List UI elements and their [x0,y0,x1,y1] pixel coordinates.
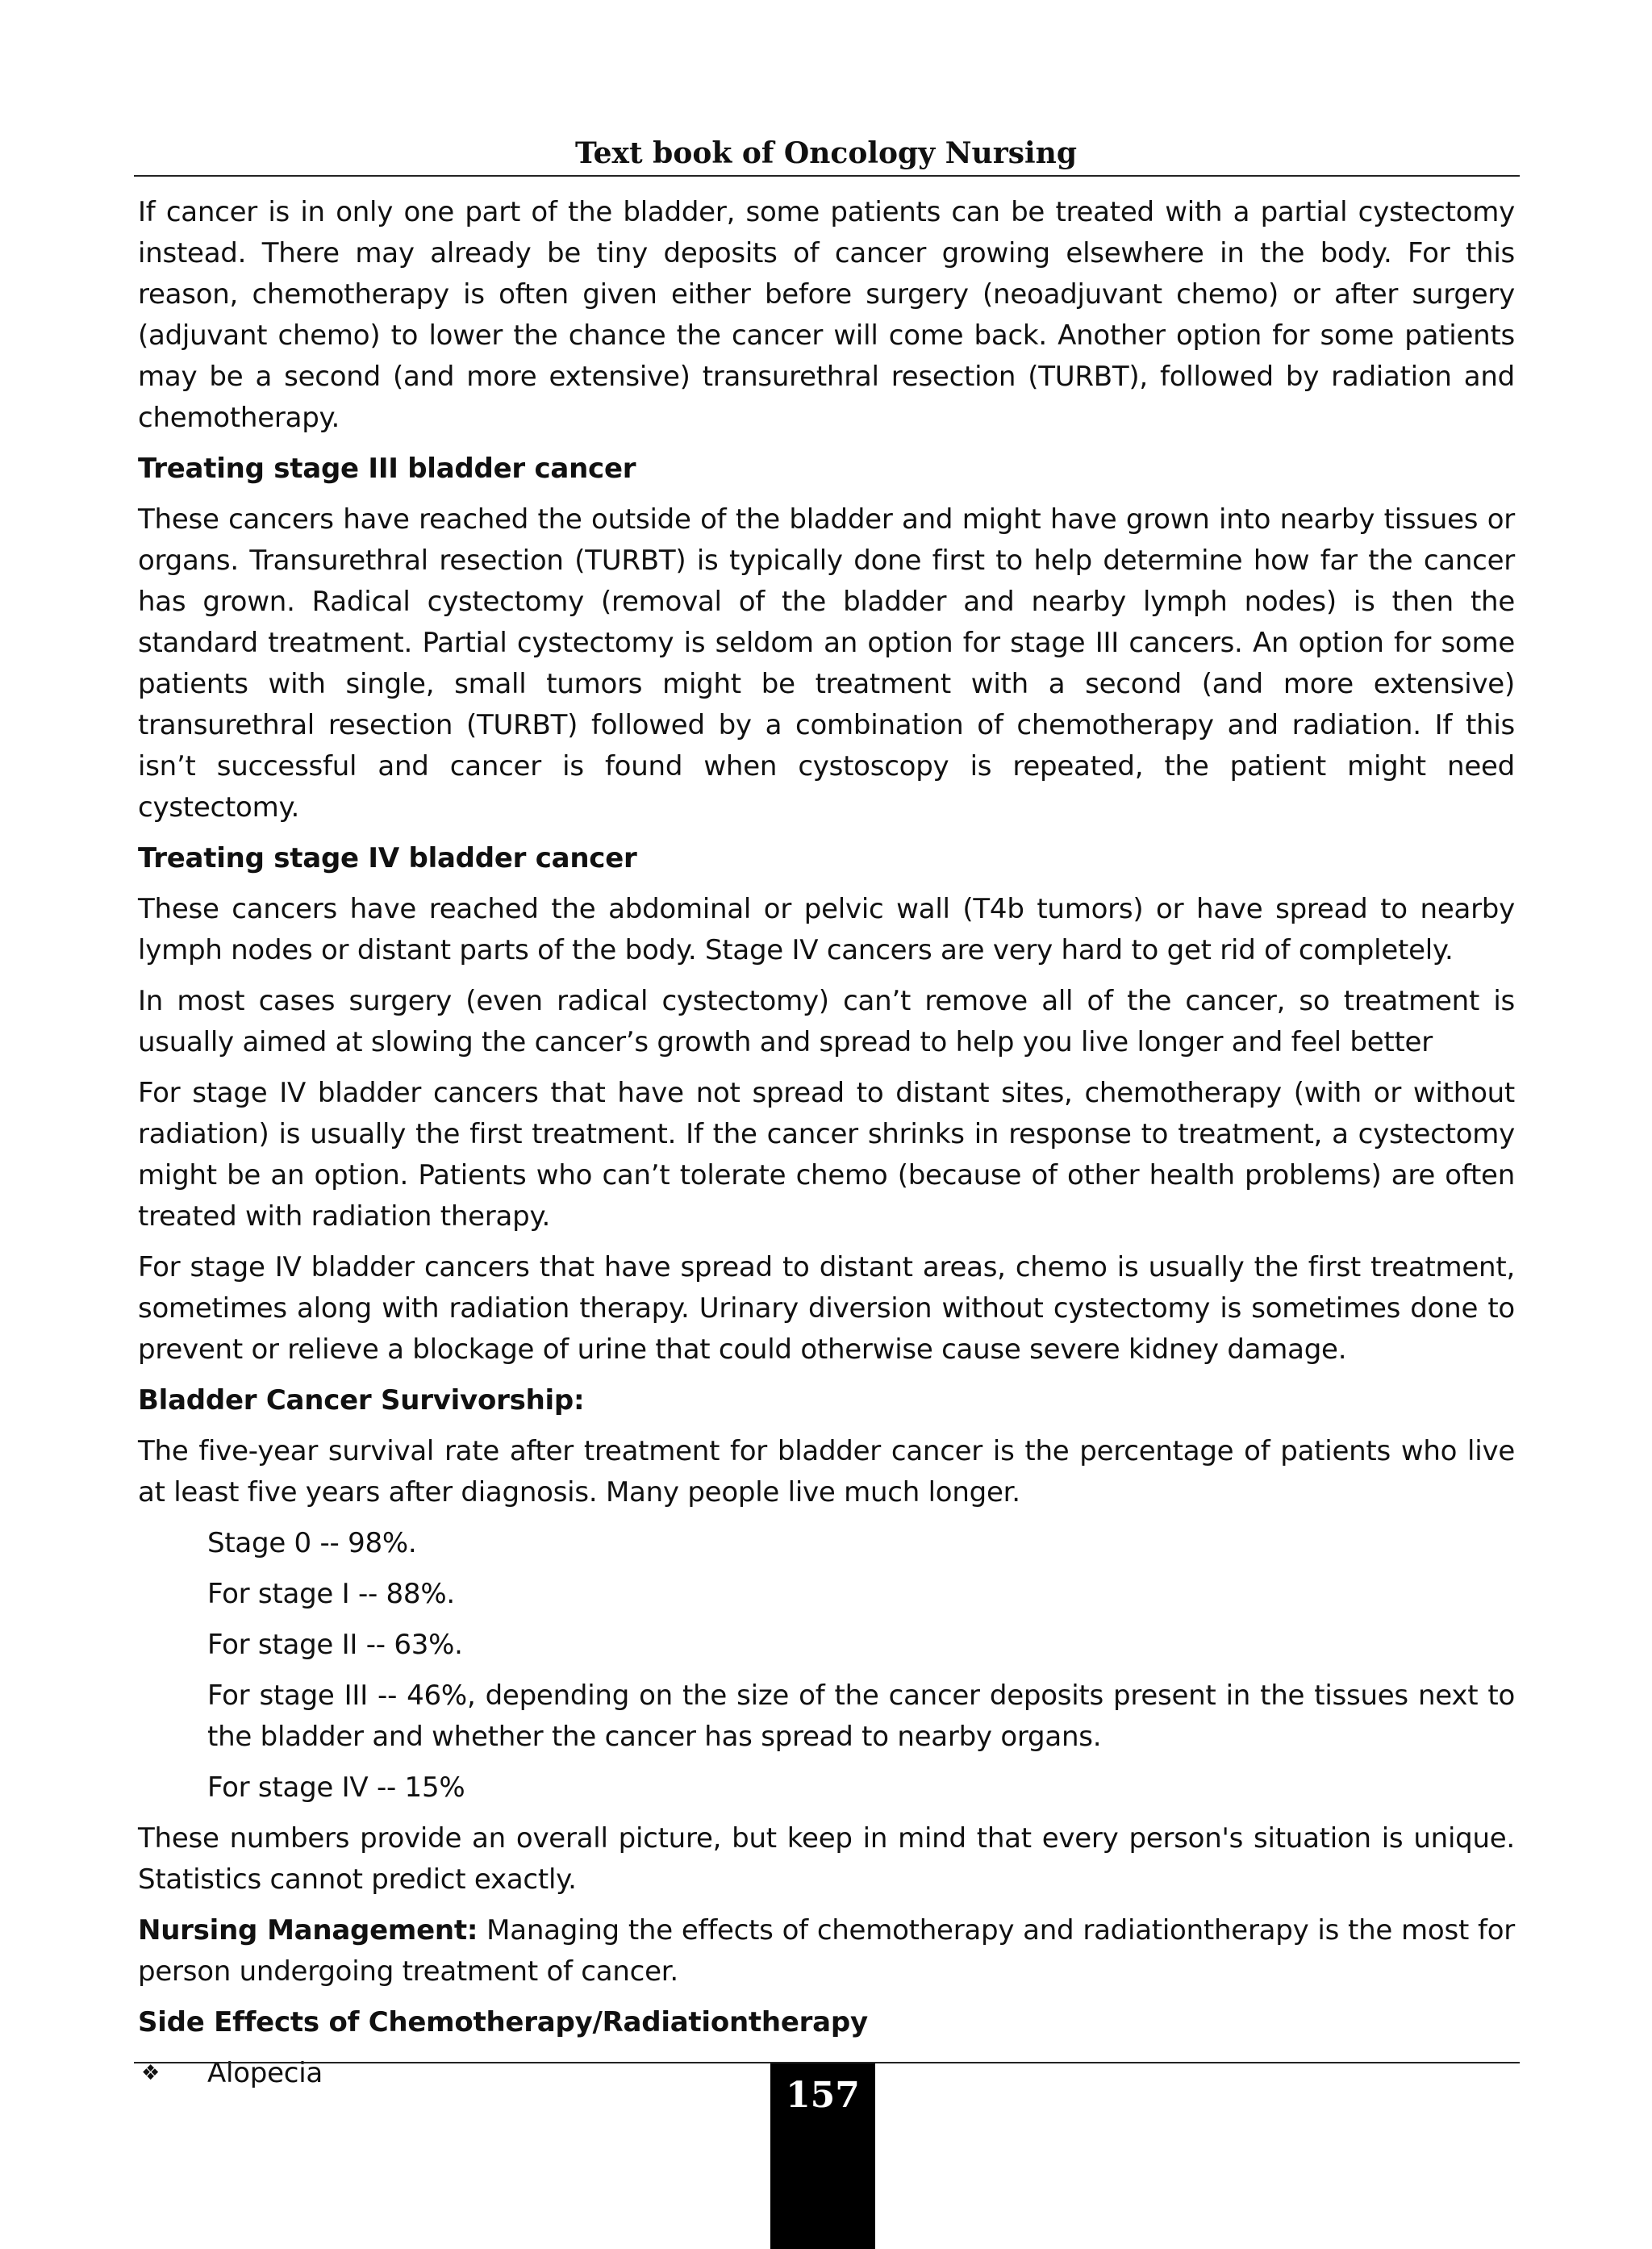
side-effects-heading: Side Effects of Chemotherapy/Radiationtherapy [138,2006,868,2038]
stage-4-paragraph: For stage IV bladder cancers that have not spread to distant sites, chemotherapy (with or without radiation) is usually the first treatment. If the cancer shrinks in response to treatment, a cystectomy might be an option. Patients who can’t tolerate chemo (because of other health problems) are often treated with radiation therapy. [138,1077,1515,1233]
survival-rate-item: For stage I -- 88%. [207,1578,455,1610]
stage-4-paragraph: These cancers have reached the abdominal or pelvic wall (T4b tumors) or have spread to nearby lymph nodes or distant parts of the body. Stage IV cancers are very hard to get rid of completely. [138,893,1515,966]
side-effect-label: Alopecia [207,2057,323,2089]
survival-rate-item: Stage 0 -- 98%. [207,1527,417,1559]
stage-3-heading: Treating stage III bladder cancer [138,453,636,485]
stage-4-paragraph: For stage IV bladder cancers that have spread to distant areas, chemo is usually the first treatment, sometimes along with radiation therapy. Urinary diversion without cystectomy is sometimes done to prevent or relieve a blockage of urine that could otherwise cause severe kidney damage. [138,1251,1515,1366]
nursing-management-label: Nursing Management: [138,1914,478,1946]
survival-rate-list [138,1523,1515,1809]
survival-rate-item: For stage II -- 63%. [207,1629,463,1661]
diamond-bullet-icon: ❖ [141,2061,161,2085]
stage-4-heading: Treating stage IV bladder cancer [138,842,637,874]
running-header-title: Text book of Oncology Nursing [574,136,1077,170]
survivorship-paragraph: The five-year survival rate after treatment for bladder cancer is the percentage of patients who live at least five years after diagnosis. Many people live much longer. [138,1435,1515,1508]
stage-3-paragraph: These cancers have reached the outside of the bladder and might have grown into nearby tissues or organs. Transurethral resection (TURBT) is typically done first to help determine how far the cancer has grown. Radical cystectomy (removal of the bladder and nearby lymph nodes) is then the standard treatment. Partial cystectomy is seldom an option for stage III cancers. An option for some patients with single, small tumors might be treatment with a second (and more extensive) transurethral resection (TURBT) followed by a combination of chemotherapy and radiation. If this isn’t successful and cancer is found when cystoscopy is repeated, the patient might need cystectomy. [138,503,1515,824]
survival-rate-item: For stage III -- 46%, depending on the size of the cancer deposits present in the tissues next to the bladder and whether the cancer has spread to nearby organs. [207,1679,1515,1753]
header-divider [134,175,1520,177]
survivorship-heading: Bladder Cancer Survivorship: [138,1384,585,1417]
survivorship-closing: These numbers provide an overall picture, but keep in mind that every person's situation is unique. Statistics cannot predict exactly. [138,1822,1515,1896]
page-number: 157 [770,2063,875,2249]
survival-rate-item: For stage IV -- 15% [207,1771,465,1804]
page-body [138,192,1515,2094]
stage-4-paragraph: In most cases surgery (even radical cystectomy) can’t remove all of the cancer, so treatment is usually aimed at slowing the cancer’s growth and spread to help you live longer and feel better [138,985,1515,1058]
nursing-management-paragraph [138,1910,1515,1992]
nursing-management-text: Managing the effects of chemotherapy and radiationtherapy is the most for person undergoing treatment of cancer. [138,1914,1515,1988]
intro-paragraph: If cancer is in only one part of the bladder, some patients can be treated with a partial cystectomy instead. There may already be tiny deposits of cancer growing elsewhere in the body. For this reason, chemotherapy is often given either before surgery (neoadjuvant chemo) or after surgery (adjuvant chemo) to lower the chance the cancer will come back. Another option for some patients may be a second (and more extensive) transurethral resection (TURBT), followed by radiation and chemotherapy. [138,196,1515,434]
